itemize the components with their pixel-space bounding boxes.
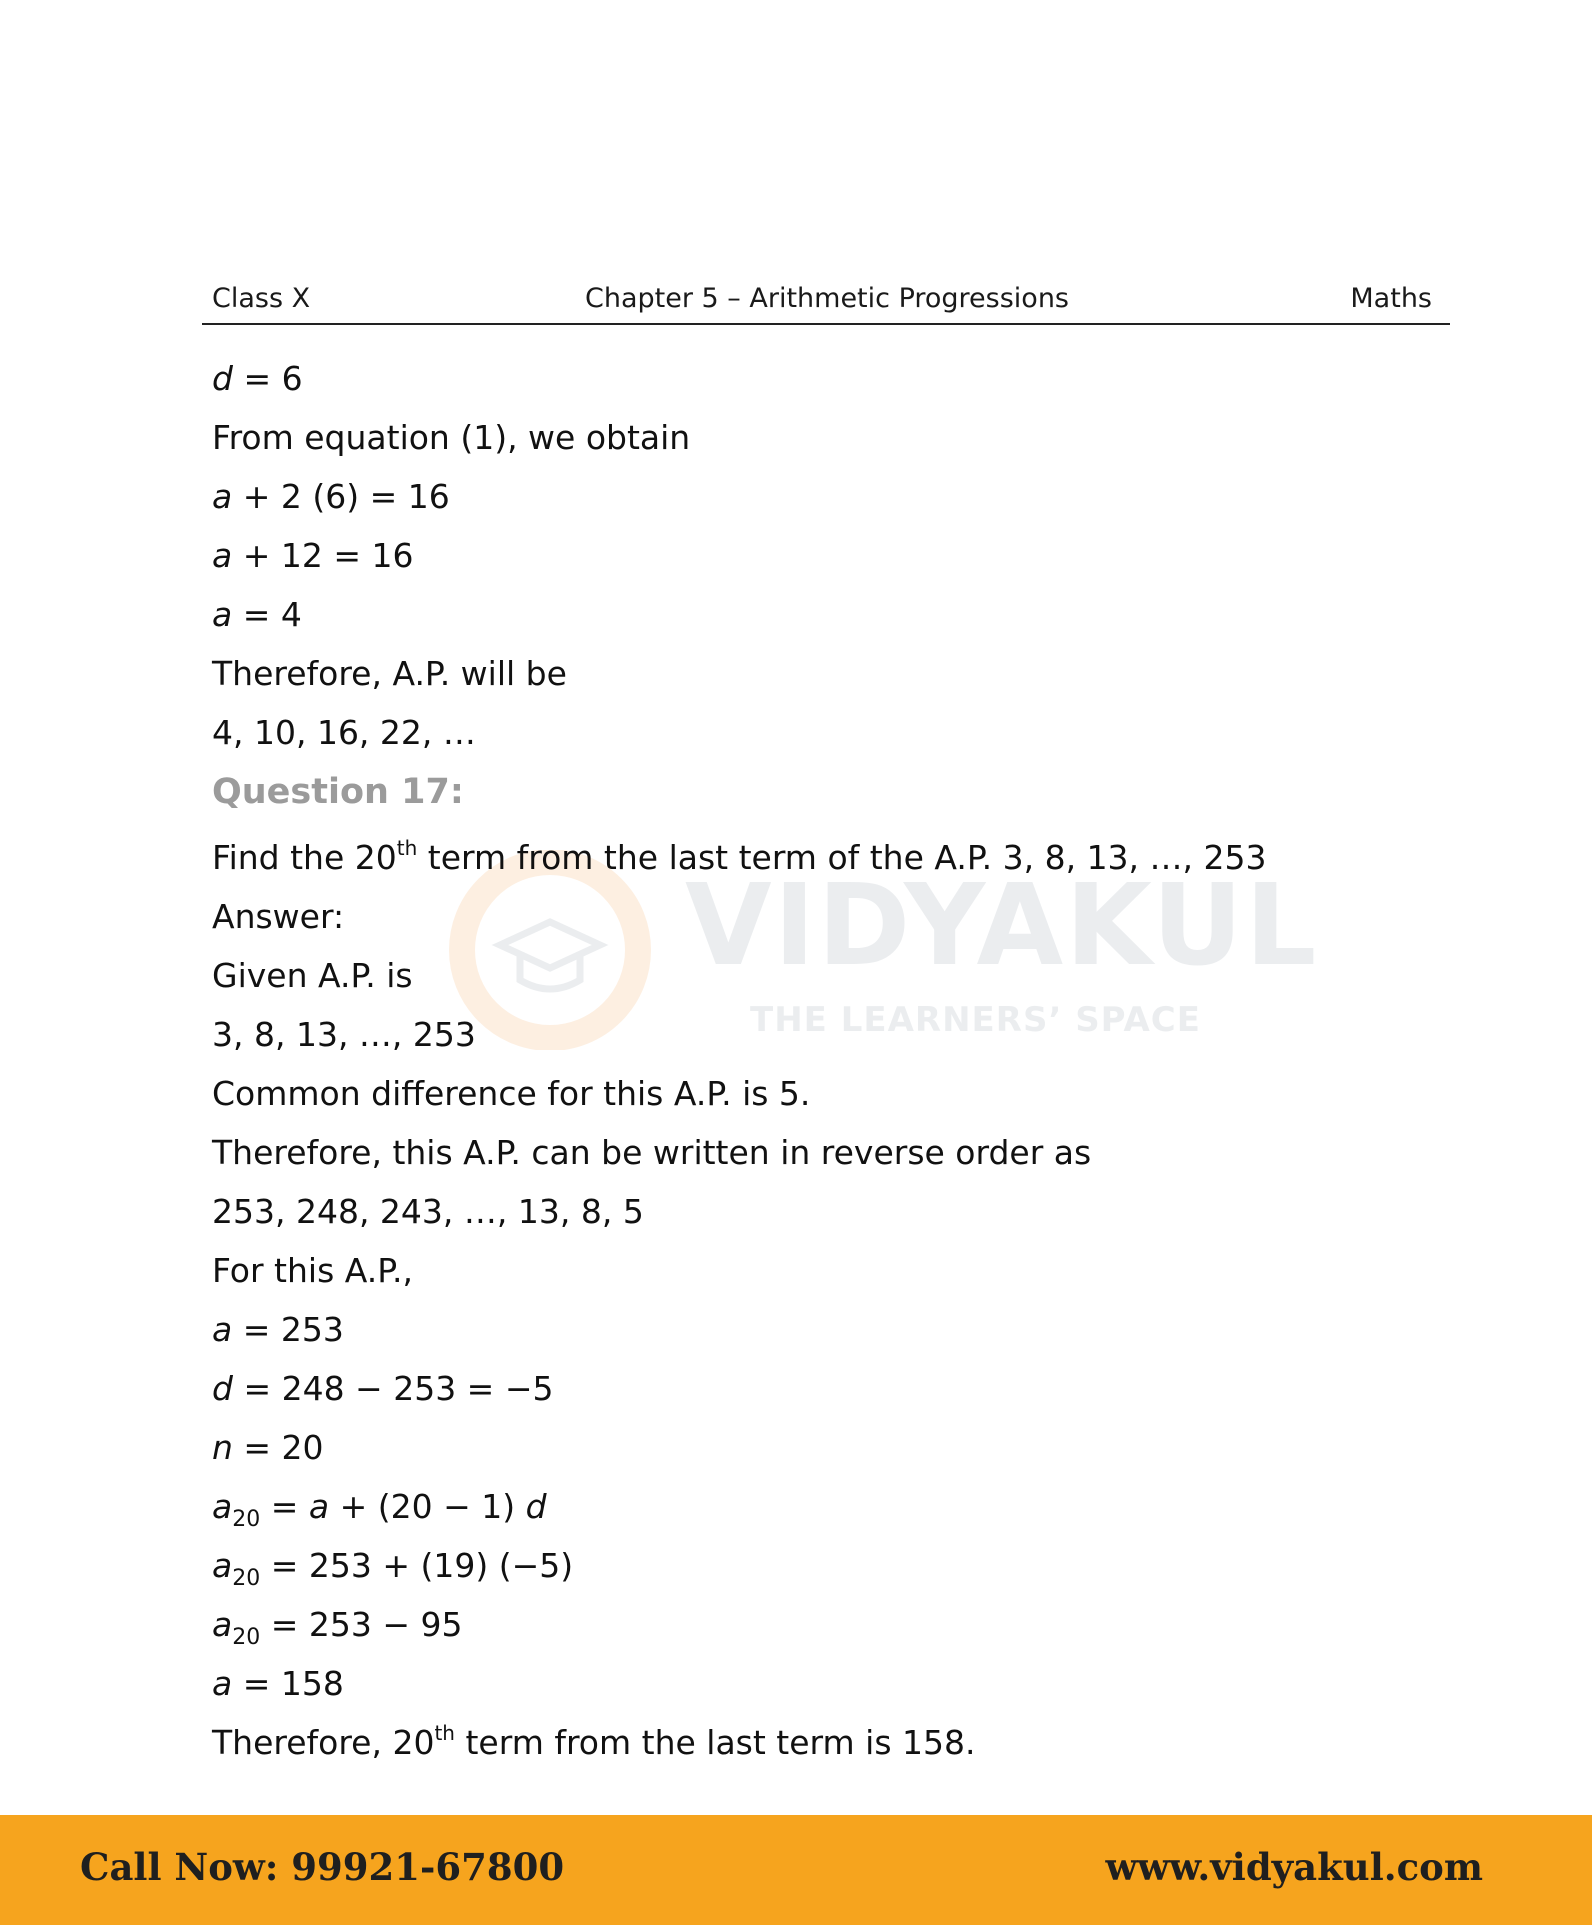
var-a: a xyxy=(212,1310,233,1349)
question-text xyxy=(212,838,1267,878)
line-a-equals xyxy=(212,595,302,635)
line-text: + 12 = 16 xyxy=(232,536,414,575)
line-text: = 4 xyxy=(232,595,302,634)
var-a: a xyxy=(212,477,233,516)
line-given-terms: 3, 8, 13, …, 253 xyxy=(212,1015,476,1054)
line-text: = 6 xyxy=(232,359,303,398)
var-n: n xyxy=(212,1428,233,1467)
line-from-equation: From equation (1), we obtain xyxy=(212,418,691,457)
line-text: = 253 xyxy=(232,1310,344,1349)
var-a: a xyxy=(212,1487,233,1526)
subscript: 20 xyxy=(232,1625,261,1650)
var-d: d xyxy=(525,1487,547,1526)
line-a20-simplify xyxy=(212,1605,463,1650)
question-title: Question 17: xyxy=(212,772,464,812)
page-footer xyxy=(0,1815,1592,1925)
line-text: + 2 (6) = 16 xyxy=(232,477,450,516)
line-text: = 253 + (19) (−5) xyxy=(260,1546,574,1585)
line-for-this-ap: For this A.P., xyxy=(212,1251,413,1290)
var-d: d xyxy=(212,359,233,398)
line-text: = 158 xyxy=(232,1664,344,1703)
line-given-ap: Given A.P. is xyxy=(212,956,413,995)
answer-label: Answer: xyxy=(212,897,345,936)
line-text: = 253 − 95 xyxy=(260,1605,463,1644)
var-a: a xyxy=(212,595,233,634)
line-ap-terms: 4, 10, 16, 22, … xyxy=(212,713,476,752)
superscript: th xyxy=(396,836,418,860)
header-class: Class X xyxy=(212,283,311,314)
var-a: a xyxy=(212,536,233,575)
line-reverse-terms: 253, 248, 243, …, 13, 8, 5 xyxy=(212,1192,644,1231)
line-conclusion xyxy=(212,1723,975,1763)
line-common-difference: Common difference for this A.P. is 5. xyxy=(212,1074,811,1113)
line-a20-substitute xyxy=(212,1546,574,1591)
line-a-253 xyxy=(212,1310,344,1350)
line-a20-formula xyxy=(212,1487,547,1532)
line-therefore-ap: Therefore, A.P. will be xyxy=(212,654,567,693)
header-chapter: Chapter 5 – Arithmetic Progressions xyxy=(585,283,1069,314)
footer-website-link[interactable]: www.vidyakul.com xyxy=(1105,1845,1483,1889)
var-a: a xyxy=(212,1546,233,1585)
subscript: 20 xyxy=(232,1566,261,1591)
watermark-brand: VIDYAKUL xyxy=(685,861,1319,991)
line-text: + (20 − 1) xyxy=(329,1487,526,1526)
var-d: d xyxy=(212,1369,233,1408)
var-a: a xyxy=(212,1664,233,1703)
line-text: Find the 20 xyxy=(212,838,397,877)
line-d-equals xyxy=(212,359,303,399)
line-text: = 20 xyxy=(232,1428,324,1467)
line-d-minus5 xyxy=(212,1369,553,1409)
line-a-158 xyxy=(212,1664,344,1704)
footer-call-now: Call Now: 99921-67800 xyxy=(80,1845,565,1889)
line-a-plus-12 xyxy=(212,536,413,576)
graduation-cap-logo-icon xyxy=(440,850,680,1050)
watermark-tagline: THE LEARNERS’ SPACE xyxy=(750,1000,1201,1040)
vidyakul-watermark xyxy=(410,850,1319,1050)
superscript: th xyxy=(434,1721,455,1745)
line-a-plus-2 xyxy=(212,477,450,517)
line-text: Therefore, 20 xyxy=(212,1723,435,1762)
line-reverse-order: Therefore, this A.P. can be written in reverse order as xyxy=(212,1133,1092,1172)
line-n-20 xyxy=(212,1428,324,1468)
var-a: a xyxy=(212,1605,233,1644)
subscript: 20 xyxy=(232,1507,261,1532)
var-a: a xyxy=(308,1487,330,1526)
line-text: = 248 − 253 = −5 xyxy=(232,1369,554,1408)
page-header xyxy=(202,0,1450,325)
line-text: = xyxy=(260,1487,309,1526)
line-text: term from the last term is 158. xyxy=(454,1723,976,1762)
line-text: term from the last term of the A.P. 3, 8, 13, …, 253 xyxy=(417,838,1267,877)
header-subject: Maths xyxy=(1350,283,1432,314)
